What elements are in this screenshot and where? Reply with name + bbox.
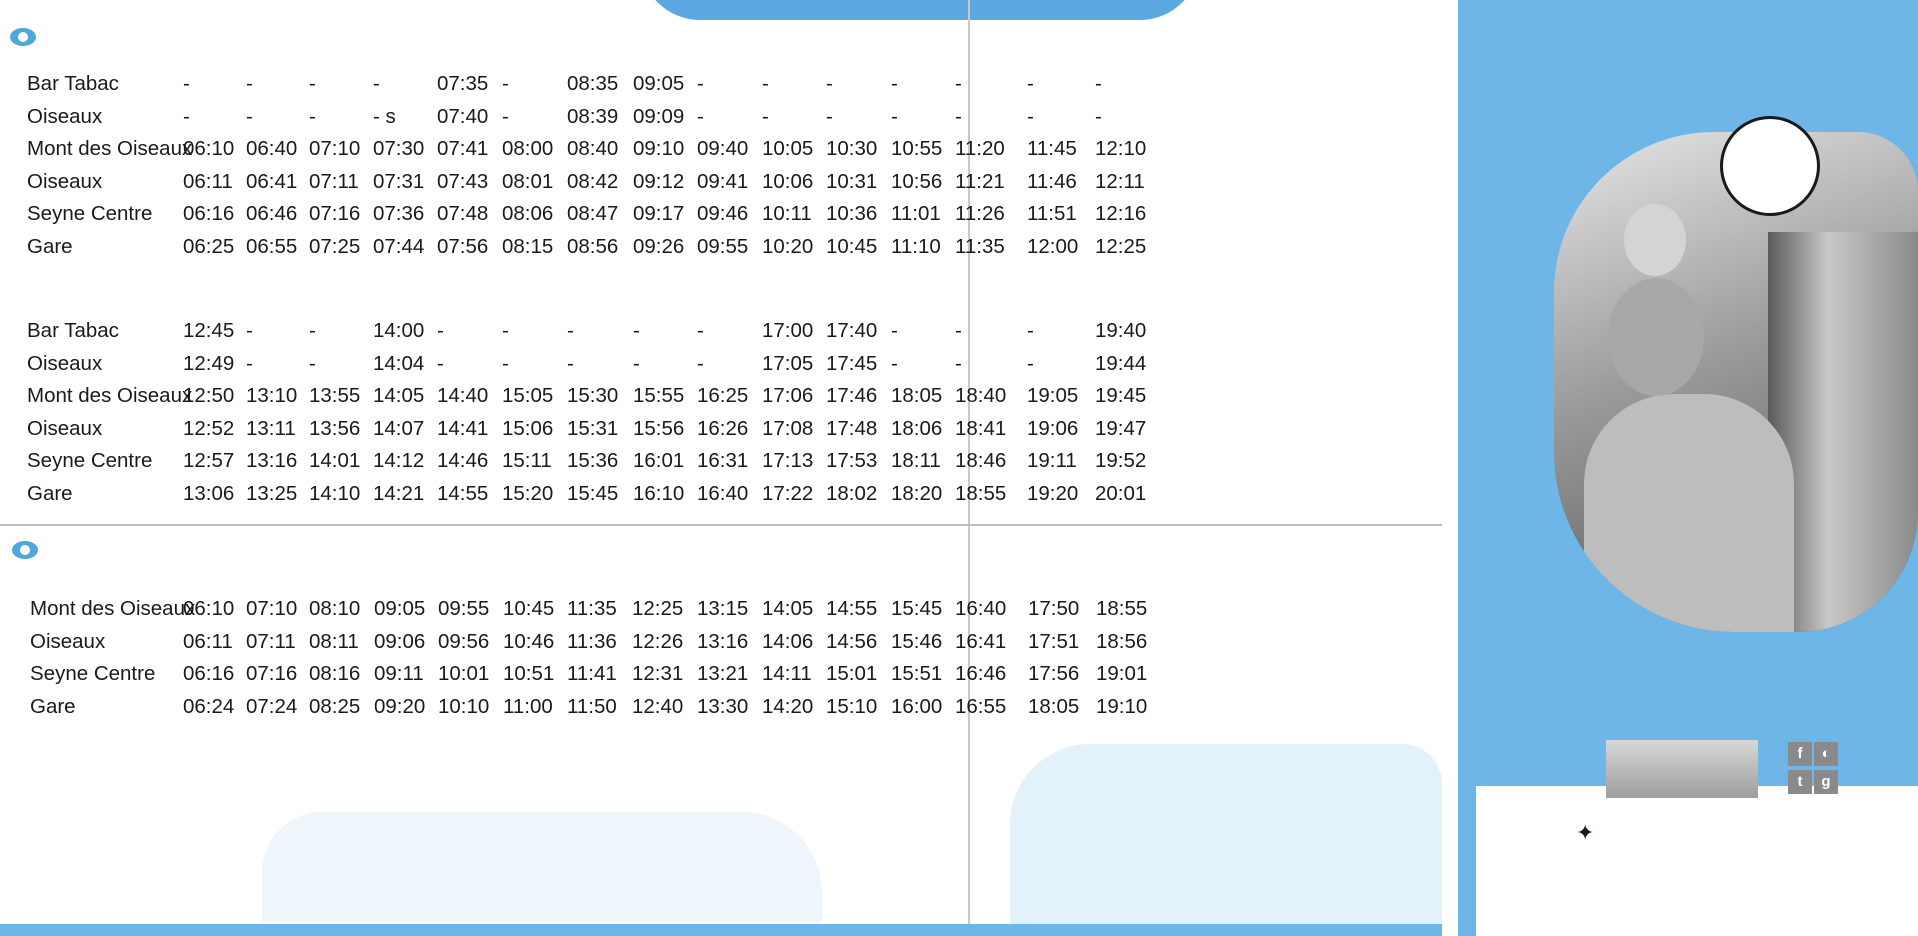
time-cell: -: [246, 319, 253, 342]
agency-name: [1576, 820, 1598, 846]
time-cell: 12:52: [183, 416, 235, 440]
time-cell: 15:46: [891, 629, 943, 653]
time-cell: -: [246, 72, 253, 95]
stop-name: Mont des Oiseaux: [27, 384, 193, 407]
twitter-icon: t: [1788, 770, 1812, 794]
time-cell: 08:15: [502, 234, 554, 258]
time-cell: -: [1027, 104, 1034, 128]
time-cell: 08:16: [309, 662, 361, 685]
time-cell: 09:55: [697, 234, 749, 258]
stop-name: Oiseaux: [27, 169, 103, 193]
time-cell: 19:47: [1095, 416, 1147, 440]
time-cell: -: [891, 351, 898, 375]
time-cell: -: [437, 351, 444, 375]
stop-name: Oiseaux: [30, 629, 106, 653]
time-cell: -: [246, 104, 253, 128]
time-cell: 09:05: [374, 597, 426, 620]
time-cell: -: [502, 72, 509, 95]
time-cell: 12:25: [1095, 234, 1147, 258]
time-cell: 07:40: [437, 104, 489, 128]
cover-footer: [1476, 786, 1918, 936]
time-cell: 13:15: [697, 597, 749, 620]
time-cell: 09:12: [633, 169, 685, 193]
time-cell: -: [502, 104, 509, 128]
time-cell: -: [1027, 72, 1034, 95]
time-cell: 19:44: [1095, 351, 1147, 375]
cover-photo: [1554, 132, 1918, 632]
facebook-icon: f: [1788, 742, 1812, 766]
time-cell: 09:56: [438, 629, 490, 653]
time-cell: 11:36: [567, 629, 617, 653]
time-cell: 17:48: [826, 416, 878, 440]
time-cell: 15:11: [502, 449, 552, 472]
time-cell: 08:11: [309, 629, 359, 653]
mistral-logo: [1606, 740, 1758, 798]
time-cell: 10:01: [438, 662, 490, 685]
time-cell: 16:55: [955, 694, 1007, 718]
time-cell: 11:45: [1027, 137, 1077, 160]
stop-name: Gare: [30, 694, 76, 718]
time-cell: 13:30: [697, 694, 749, 718]
time-cell: 08:47: [567, 202, 619, 225]
time-cell: -: [1095, 104, 1102, 128]
time-cell: 19:01: [1096, 662, 1148, 685]
time-cell: 07:24: [246, 694, 298, 718]
time-cell: 12:31: [632, 662, 684, 685]
time-cell: 17:40: [826, 319, 878, 342]
time-cell: 09:17: [633, 202, 685, 225]
time-cell: 09:40: [697, 137, 749, 160]
time-cell: 08:10: [309, 597, 361, 620]
time-cell: 09:05: [633, 72, 685, 95]
time-cell: 18:46: [955, 449, 1007, 472]
time-cell: 14:04: [373, 351, 425, 375]
time-cell: 16:00: [891, 694, 943, 718]
time-cell: 10:06: [762, 169, 814, 193]
time-cell: 19:52: [1095, 449, 1147, 472]
time-cell: -: [183, 72, 190, 95]
time-cell: - s: [373, 104, 396, 128]
time-cell: 15:45: [891, 597, 943, 620]
time-cell: 11:10: [891, 234, 941, 258]
time-cell: 14:56: [826, 629, 878, 653]
time-cell: -: [309, 351, 316, 375]
time-cell: 09:26: [633, 234, 685, 258]
time-cell: 06:10: [183, 137, 235, 160]
time-cell: 17:06: [762, 384, 814, 407]
time-cell: 11:41: [567, 662, 617, 685]
time-cell: 18:40: [955, 384, 1007, 407]
time-cell: 08:56: [567, 234, 619, 258]
time-cell: 18:20: [891, 481, 943, 505]
time-cell: 14:46: [437, 449, 489, 472]
time-cell: 18:02: [826, 481, 878, 505]
legend-cloud: [262, 812, 822, 922]
time-cell: 06:10: [183, 597, 235, 620]
time-cell: 07:56: [437, 234, 489, 258]
time-cell: 06:55: [246, 234, 298, 258]
stop-name: Mont des Oiseaux: [30, 597, 196, 620]
time-cell: 10:36: [826, 202, 878, 225]
time-cell: 18:05: [1028, 694, 1080, 718]
time-cell: 15:56: [633, 416, 685, 440]
time-cell: -: [955, 319, 962, 342]
time-cell: 07:31: [373, 169, 425, 193]
time-cell: 17:08: [762, 416, 814, 440]
stop-name: Seyne Centre: [30, 662, 156, 685]
time-cell: -: [697, 72, 704, 95]
time-cell: 12:10: [1095, 137, 1147, 160]
time-cell: 14:10: [309, 481, 361, 505]
time-cell: 16:01: [633, 449, 685, 472]
stop-name: Oiseaux: [27, 351, 103, 375]
time-cell: 12:25: [632, 597, 684, 620]
time-cell: 07:35: [437, 72, 489, 95]
time-cell: 11:21: [955, 169, 1005, 193]
time-cell: 15:01: [826, 662, 878, 685]
agency-logo-icon: ✦: [1576, 820, 1595, 845]
time-cell: 19:11: [1027, 449, 1077, 472]
time-cell: 09:20: [374, 694, 426, 718]
time-cell: 08:01: [502, 169, 554, 193]
time-cell: -: [1027, 351, 1034, 375]
time-cell: 12:45: [183, 319, 235, 342]
time-cell: 10:20: [762, 234, 814, 258]
time-cell: 07:43: [437, 169, 489, 193]
route-number-badge: [1720, 116, 1820, 216]
time-cell: 14:05: [762, 597, 814, 620]
eye-icon: [12, 541, 38, 559]
time-cell: 09:06: [374, 629, 426, 653]
time-cell: 19:10: [1096, 694, 1148, 718]
time-cell: 15:55: [633, 384, 685, 407]
time-cell: 10:51: [503, 662, 555, 685]
time-cell: 13:16: [697, 629, 749, 653]
time-cell: -: [183, 104, 190, 128]
time-cell: 18:05: [891, 384, 943, 407]
google-plus-icon: g: [1814, 770, 1838, 794]
time-cell: 14:11: [762, 662, 812, 685]
time-cell: 19:40: [1095, 319, 1147, 342]
stop-name: Seyne Centre: [27, 449, 153, 472]
decorative-cloud: [640, 0, 1200, 20]
time-cell: 08:06: [502, 202, 554, 225]
time-cell: 15:10: [826, 694, 878, 718]
time-cell: 15:20: [502, 481, 554, 505]
time-cell: -: [891, 72, 898, 95]
saturday-section-title: [12, 541, 46, 559]
time-cell: 14:41: [437, 416, 489, 440]
time-cell: 17:51: [1028, 629, 1080, 653]
time-cell: 19:45: [1095, 384, 1147, 407]
time-cell: 06:46: [246, 202, 298, 225]
time-cell: 07:30: [373, 137, 425, 160]
time-cell: 16:10: [633, 481, 685, 505]
time-cell: 07:10: [246, 597, 298, 620]
man-head-image: [1608, 278, 1704, 396]
time-cell: 12:50: [183, 384, 235, 407]
time-cell: 10:45: [826, 234, 878, 258]
time-cell: 13:11: [246, 416, 296, 440]
time-cell: 07:10: [309, 137, 361, 160]
time-cell: 08:00: [502, 137, 554, 160]
time-cell: 09:55: [438, 597, 490, 620]
time-cell: -: [567, 319, 574, 342]
time-cell: 06:41: [246, 169, 298, 193]
time-cell: -: [246, 351, 253, 375]
time-cell: 18:55: [955, 481, 1007, 505]
stop-name: Gare: [27, 234, 73, 258]
time-cell: 13:06: [183, 481, 235, 505]
time-cell: 07:11: [246, 629, 296, 653]
time-cell: 17:50: [1028, 597, 1080, 620]
time-cell: 14:06: [762, 629, 814, 653]
time-cell: 17:45: [826, 351, 878, 375]
time-cell: 17:46: [826, 384, 878, 407]
time-cell: 20:01: [1095, 481, 1147, 505]
time-cell: 13:56: [309, 416, 361, 440]
time-cell: -: [955, 104, 962, 128]
stop-name: Gare: [27, 481, 73, 505]
time-cell: 06:25: [183, 234, 235, 258]
time-cell: 19:20: [1027, 481, 1079, 505]
time-cell: -: [697, 351, 704, 375]
stop-name: Oiseaux: [27, 104, 103, 128]
time-cell: 14:40: [437, 384, 489, 407]
time-cell: -: [309, 319, 316, 342]
time-cell: 11:01: [891, 202, 941, 225]
time-cell: 09:11: [374, 662, 424, 685]
time-cell: -: [697, 319, 704, 342]
time-cell: 17:13: [762, 449, 814, 472]
time-cell: 15:30: [567, 384, 619, 407]
time-cell: 16:40: [955, 597, 1007, 620]
time-cell: -: [502, 351, 509, 375]
time-cell: 18:11: [891, 449, 941, 472]
time-cell: 11:46: [1027, 169, 1077, 193]
time-cell: 17:05: [762, 351, 814, 375]
time-cell: 16:41: [955, 629, 1007, 653]
time-cell: 11:26: [955, 202, 1005, 225]
time-cell: 18:55: [1096, 597, 1148, 620]
time-cell: 15:31: [567, 416, 619, 440]
time-cell: 10:31: [826, 169, 878, 193]
time-cell: -: [373, 72, 380, 95]
time-cell: 11:51: [1027, 202, 1077, 225]
time-cell: 12:26: [632, 629, 684, 653]
time-cell: 07:41: [437, 137, 489, 160]
time-cell: 16:46: [955, 662, 1007, 685]
time-cell: 16:26: [697, 416, 749, 440]
time-cell: 07:36: [373, 202, 425, 225]
time-cell: -: [891, 319, 898, 342]
time-cell: -: [826, 104, 833, 128]
time-cell: 15:06: [502, 416, 554, 440]
time-cell: -: [955, 72, 962, 95]
time-cell: 12:16: [1095, 202, 1147, 225]
time-cell: 06:16: [183, 202, 235, 225]
time-cell: -: [437, 319, 444, 342]
time-cell: 07:44: [373, 234, 425, 258]
time-cell: 15:05: [502, 384, 554, 407]
time-cell: 09:10: [633, 137, 685, 160]
time-cell: 19:06: [1027, 416, 1079, 440]
time-cell: 09:41: [697, 169, 749, 193]
time-cell: 06:24: [183, 694, 235, 718]
time-cell: 15:45: [567, 481, 619, 505]
cover-panel: [1458, 0, 1918, 936]
time-cell: 09:46: [697, 202, 749, 225]
weekday-section-title: [10, 28, 52, 46]
time-cell: 10:10: [438, 694, 490, 718]
time-cell: 13:55: [309, 384, 361, 407]
time-cell: 08:39: [567, 104, 619, 128]
time-cell: 12:57: [183, 449, 235, 472]
time-cell: 10:46: [503, 629, 555, 653]
attention-cloud: [1010, 744, 1442, 924]
time-cell: -: [633, 319, 640, 342]
time-cell: -: [762, 72, 769, 95]
fold-line-horizontal: [0, 524, 1442, 526]
time-cell: 06:16: [183, 662, 235, 685]
time-cell: -: [762, 104, 769, 128]
time-cell: 07:16: [246, 662, 298, 685]
time-cell: -: [567, 351, 574, 375]
time-cell: -: [1027, 319, 1034, 342]
time-cell: 16:25: [697, 384, 749, 407]
time-cell: 14:01: [309, 449, 361, 472]
time-cell: -: [955, 351, 962, 375]
time-cell: 07:25: [309, 234, 361, 258]
time-cell: 07:11: [309, 169, 359, 193]
time-cell: 15:36: [567, 449, 619, 472]
time-cell: 14:12: [373, 449, 425, 472]
time-cell: 10:45: [503, 597, 555, 620]
time-cell: 14:20: [762, 694, 814, 718]
time-cell: -: [309, 72, 316, 95]
time-cell: 16:31: [697, 449, 749, 472]
time-cell: 14:00: [373, 319, 425, 342]
time-cell: -: [502, 319, 509, 342]
time-cell: 13:21: [697, 662, 749, 685]
stop-name: Bar Tabac: [27, 72, 119, 95]
eye-icon: [10, 28, 36, 46]
time-cell: 10:05: [762, 137, 814, 160]
stop-name: Oiseaux: [27, 416, 103, 440]
time-cell: 06:40: [246, 137, 298, 160]
time-cell: 08:35: [567, 72, 619, 95]
time-cell: -: [309, 104, 316, 128]
time-cell: 07:48: [437, 202, 489, 225]
time-cell: 12:49: [183, 351, 235, 375]
time-cell: 06:11: [183, 629, 233, 653]
time-cell: 09:09: [633, 104, 685, 128]
time-cell: 10:30: [826, 137, 878, 160]
stop-name: Seyne Centre: [27, 202, 153, 225]
time-cell: 08:40: [567, 137, 619, 160]
stop-name: Bar Tabac: [27, 319, 119, 342]
time-cell: -: [826, 72, 833, 95]
time-cell: 08:25: [309, 694, 361, 718]
time-cell: 11:35: [567, 597, 617, 620]
time-cell: 13:16: [246, 449, 298, 472]
stop-name: Mont des Oiseaux: [27, 137, 193, 160]
time-cell: 11:20: [955, 137, 1005, 160]
time-cell: 17:53: [826, 449, 878, 472]
time-cell: 07:16: [309, 202, 361, 225]
time-cell: 13:25: [246, 481, 298, 505]
time-cell: -: [633, 351, 640, 375]
time-cell: 10:11: [762, 202, 812, 225]
time-cell: 10:55: [891, 137, 943, 160]
time-cell: 11:35: [955, 234, 1005, 258]
time-cell: 18:56: [1096, 629, 1148, 653]
time-cell: 17:00: [762, 319, 814, 342]
time-cell: 14:07: [373, 416, 425, 440]
time-cell: 12:00: [1027, 234, 1079, 258]
time-cell: 14:05: [373, 384, 425, 407]
time-cell: 16:40: [697, 481, 749, 505]
time-cell: 06:11: [183, 169, 233, 193]
child-head-image: [1624, 204, 1686, 276]
time-cell: 14:55: [826, 597, 878, 620]
time-cell: 19:05: [1027, 384, 1079, 407]
rss-icon: ◐: [1814, 742, 1838, 766]
time-cell: 11:50: [567, 694, 617, 718]
time-cell: 14:21: [373, 481, 425, 505]
time-cell: 13:10: [246, 384, 298, 407]
man-body-image: [1584, 394, 1794, 632]
time-cell: 17:56: [1028, 662, 1080, 685]
time-cell: 12:40: [632, 694, 684, 718]
time-cell: 18:41: [955, 416, 1007, 440]
time-cell: 18:06: [891, 416, 943, 440]
validation-badge: [46, 782, 164, 900]
time-cell: 14:55: [437, 481, 489, 505]
time-cell: 10:56: [891, 169, 943, 193]
time-cell: -: [1095, 72, 1102, 95]
time-cell: -: [891, 104, 898, 128]
time-cell: 08:42: [567, 169, 619, 193]
time-cell: 11:00: [503, 694, 553, 718]
time-cell: -: [697, 104, 704, 128]
time-cell: 15:51: [891, 662, 943, 685]
time-cell: 17:22: [762, 481, 814, 505]
time-cell: 12:11: [1095, 169, 1145, 193]
